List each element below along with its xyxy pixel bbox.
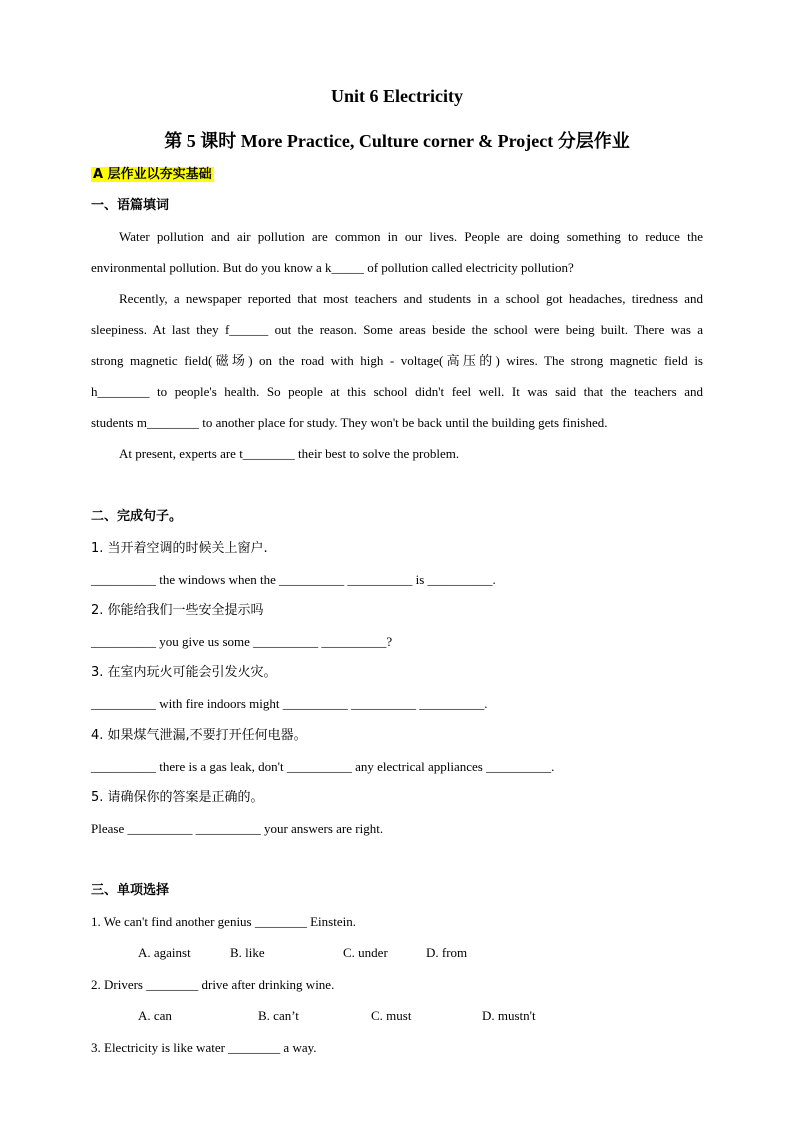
sentence-answer-line: Please __________ __________ your answers are right. <box>91 821 384 836</box>
sentence-prompt: 3. 在室内玩火可能会引发火灾。 <box>91 665 277 680</box>
passage-line: environmental pollution. But do you know a k_____ of pollution called electricity pollution? <box>91 260 574 275</box>
section1-heading: 一、语篇填词 <box>91 198 170 213</box>
question-stem: 3. Electricity is like water ________ a way. <box>91 1040 317 1055</box>
lesson-subtitle: 第 5 课时 More Practice, Culture corner & Project 分层作业 <box>164 131 630 151</box>
sentence-answer-line: __________ you give us some __________ __________? <box>91 634 393 649</box>
option-a: A. against <box>138 945 191 960</box>
sentence-prompt: 2. 你能给我们一些安全提示吗 <box>91 603 264 618</box>
passage-line: sleepiness. At last they f______ out the reason. Some areas beside the school were being built. There was a <box>91 322 703 337</box>
option-b: B. can’t <box>258 1008 299 1023</box>
sentence-prompt: 4. 如果煤气泄漏,不要打开任何电器。 <box>91 728 307 743</box>
passage-line: h________ to people's health. So people at this school didn't feel well. It was said that the teachers and <box>91 384 703 399</box>
option-c: C. must <box>371 1008 412 1023</box>
option-d: D. mustn't <box>482 1008 536 1023</box>
passage-line: students m________ to another place for study. They won't be back until the building gets finished. <box>91 415 608 430</box>
passage-line: strong magnetic field(磁场) on the road with high - voltage(高压的) wires. The strong magnetic field is <box>91 353 703 368</box>
passage-line: Recently, a newspaper reported that most teachers and students in a school got headaches, tiredness and <box>119 291 703 306</box>
sentence-answer-line: __________ there is a gas leak, don't __________ any electrical appliances __________. <box>91 759 555 774</box>
option-d: D. from <box>426 945 468 960</box>
page-title: Unit 6 Electricity <box>331 86 463 106</box>
section2-heading: 二、完成句子。 <box>91 509 183 524</box>
sentence-answer-line: __________ the windows when the __________ __________ is __________. <box>91 572 496 587</box>
sentence-prompt: 5. 请确保你的答案是正确的。 <box>91 790 264 805</box>
section3-heading: 三、单项选择 <box>91 883 170 898</box>
level-band: A 层作业以夯实基础 <box>93 167 212 182</box>
question-stem: 1. We can't find another genius ________ Einstein. <box>91 914 356 929</box>
option-b: B. like <box>230 945 265 960</box>
passage-line: At present, experts are t________ their best to solve the problem. <box>119 446 460 461</box>
level-band-row <box>91 165 703 184</box>
question-stem: 2. Drivers ________ drive after drinking wine. <box>91 977 335 992</box>
option-c: C. under <box>343 945 388 960</box>
sentence-answer-line: __________ with fire indoors might __________ __________ __________. <box>91 696 488 711</box>
passage-line: Water pollution and air pollution are common in our lives. People are doing something to reduce the <box>119 229 703 244</box>
option-a: A. can <box>138 1008 172 1023</box>
sentence-prompt: 1. 当开着空调的时候关上窗户. <box>91 541 268 556</box>
